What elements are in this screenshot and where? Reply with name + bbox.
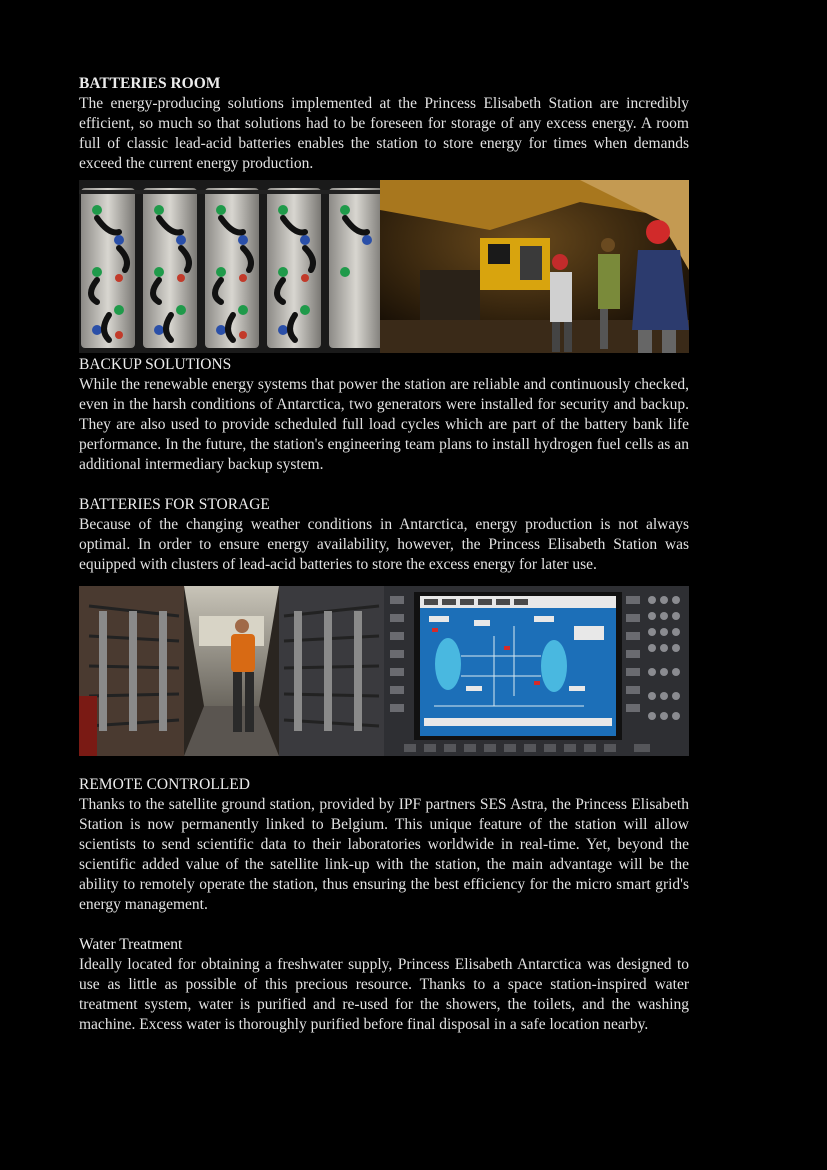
- section-batteries-room: [79, 74, 689, 174]
- heading-batteries-for-storage: BATTERIES FOR STORAGE: [79, 496, 270, 513]
- heading-backup-solutions: BACKUP SOLUTIONS: [79, 356, 232, 373]
- body-batteries-for-storage: Because of the changing weather conditions in Antarctica, energy production is not always optimal. In order to ensure energy availability, however, the Princess Elisabeth Station was equipped with clusters of lead-acid batteries to store the excess energy for later use.: [79, 516, 689, 574]
- section-batteries-for-storage: [79, 495, 689, 575]
- body-batteries-room: The energy-producing solutions implemented at the Princess Elisabeth Station are incredibly efficient, so much so that solutions had to be foreseen for storage of any excess energy. A room full of classic lead-acid batteries enables the station to store energy for times when demands exceed the current energy production.: [79, 95, 689, 173]
- section-backup-solutions: [79, 355, 689, 475]
- heading-remote-controlled: REMOTE CONTROLLED: [79, 776, 250, 793]
- section-remote-controlled: [79, 775, 689, 916]
- photo-battery-cells: [79, 180, 380, 353]
- body-backup-solutions: While the renewable energy systems that power the station are reliable and continuously checked, even in the harsh conditions of Antarctica, two generators were installed for security and backup. They are also used to provide scheduled full load cycles which are part of the battery bank life performance. In the future, the station's engineering team plans to install hydrogen fuel cells as an additional intermediary backup system.: [79, 376, 689, 474]
- section-water-treatment: [79, 935, 689, 1035]
- photo-battery-corridor: [79, 586, 384, 756]
- photo-row-1: [79, 180, 689, 353]
- heading-water-treatment: Water Treatment: [79, 936, 183, 953]
- photo-generator-installation: [380, 180, 689, 353]
- heading-batteries-room: BATTERIES ROOM: [79, 75, 221, 92]
- body-water-treatment: Ideally located for obtaining a freshwater supply, Princess Elisabeth Antarctica was designed to use as little as possible of this precious resource. Thanks to a space station-inspired water treatment system, water is purified and re-used for the showers, the toilets, and the washing machine. Excess water is thoroughly purified before final disposal in a safe location nearby.: [79, 956, 689, 1034]
- body-remote-controlled: Thanks to the satellite ground station, provided by IPF partners SES Astra, the Princess Elisabeth Station is now permanently linked to Belgium. This unique feature of the station will allow scientists to send scientific data to their laboratories worldwide in real-time. Yet, beyond the scientific added value of the satellite link-up with the station, the main advantage will be the ability to remotely operate the station, thus ensuring the best efficiency for the micro smart grid's energy management.: [79, 796, 689, 914]
- photo-row-2: [79, 586, 689, 756]
- photo-control-panel: [384, 586, 689, 756]
